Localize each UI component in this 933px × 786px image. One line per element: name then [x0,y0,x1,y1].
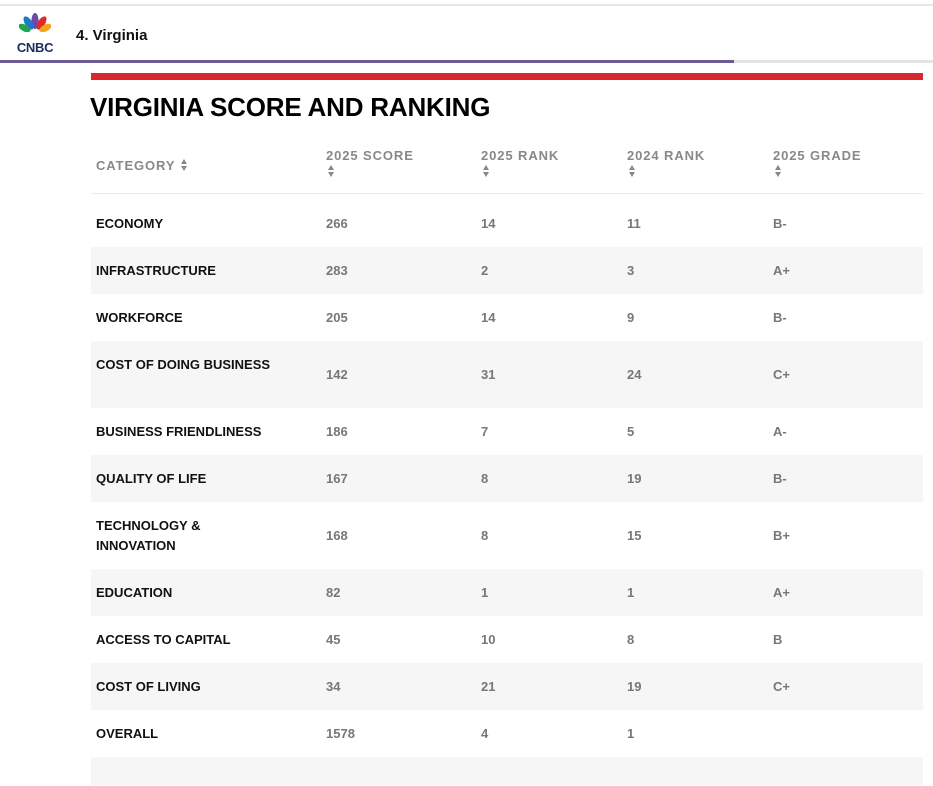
sort-icon[interactable] [775,164,783,178]
category-cell: OVERALL [96,725,159,741]
category-cell: ACCESS TO CAPITAL [96,631,231,647]
reading-progress-fill [0,60,734,63]
table-row [91,663,923,710]
column-header-label: 2024 RANK [627,148,706,163]
sort-icon[interactable] [328,164,336,178]
column-header-2024-rank[interactable] [627,148,705,178]
category-cell: TECHNOLOGY & INNOVATION [96,517,201,553]
score-cell: 186 [326,423,348,439]
table-row [91,569,923,616]
peacock-icon [19,12,51,38]
score-cell: 34 [326,678,341,694]
column-header-2025-grade[interactable] [773,148,861,178]
rank-2024-cell: 1 [627,584,635,600]
table-footer-row [91,757,923,785]
rank-2024-cell: 15 [627,527,642,543]
cnbc-logo[interactable] [12,12,58,56]
grade-cell: C+ [773,678,790,694]
section-title: VIRGINIA SCORE AND RANKING [90,92,491,122]
column-header-label: 2025 GRADE [773,148,862,163]
table-row [91,710,923,757]
rank-2025-cell: 4 [481,725,489,741]
section-accent-bar [91,73,923,80]
grade-cell: A+ [773,584,790,600]
rank-2025-cell: 1 [481,584,489,600]
reading-progress-bar [0,60,933,63]
category-cell: INFRASTRUCTURE [96,262,216,278]
sort-icon[interactable] [483,164,491,178]
rank-2024-cell: 19 [627,470,642,486]
table-row [91,616,923,663]
table-row [91,455,923,502]
rank-2025-cell: 14 [481,309,496,325]
grade-cell: B [773,631,783,647]
category-cell: EDUCATION [96,584,173,600]
table-row [91,294,923,341]
grade-cell: C+ [773,366,790,382]
column-header-label: 2025 RANK [481,148,560,163]
column-header-category[interactable] [96,158,189,173]
logo-wordmark: CNBC [16,40,54,55]
rank-2024-cell: 8 [627,631,635,647]
column-header-2025-score[interactable] [326,148,414,178]
table-row [91,502,923,569]
site-header [0,6,933,62]
category-cell: WORKFORCE [96,309,183,325]
column-header-2025-rank[interactable] [481,148,559,178]
rank-2025-cell: 14 [481,215,496,231]
score-cell: 1578 [326,725,355,741]
score-cell: 167 [326,470,348,486]
rank-2025-cell: 7 [481,423,489,439]
rank-2025-cell: 10 [481,631,496,647]
score-cell: 45 [326,631,341,647]
score-ranking-table [91,136,923,785]
rank-2025-cell: 2 [481,262,489,278]
score-cell: 205 [326,309,348,325]
table-row [91,341,923,408]
rank-2024-cell: 24 [627,366,642,382]
rank-2024-cell: 11 [627,215,641,231]
category-cell: COST OF LIVING [96,678,201,694]
rank-2025-cell: 21 [481,678,496,694]
column-header-label: CATEGORY [96,158,176,173]
rank-2024-cell: 3 [627,262,635,278]
grade-cell: B- [773,470,787,486]
score-cell: 82 [326,584,341,600]
rank-2025-cell: 8 [481,470,489,486]
table-row [91,194,923,247]
category-cell: ECONOMY [96,215,164,231]
article-title: 4. Virginia [76,27,148,44]
score-cell: 168 [326,527,348,543]
table-row [91,408,923,455]
column-header-label: 2025 SCORE [326,148,414,163]
rank-2024-cell: 9 [627,309,635,325]
table-header [91,136,923,194]
score-cell: 283 [326,262,348,278]
category-cell: QUALITY OF LIFE [96,470,207,486]
table-body [91,194,923,757]
category-cell: BUSINESS FRIENDLINESS [96,423,262,439]
rank-2024-cell: 19 [627,678,642,694]
score-cell: 142 [326,366,348,382]
rank-2025-cell: 8 [481,527,489,543]
grade-cell: B- [773,215,787,231]
score-cell: 266 [326,215,348,231]
table-row [91,247,923,294]
rank-2024-cell: 1 [627,725,635,741]
grade-cell: B- [773,309,787,325]
sort-icon[interactable] [629,164,637,178]
grade-cell: B+ [773,527,790,543]
rank-2024-cell: 5 [627,423,635,439]
grade-cell: A+ [773,262,790,278]
category-cell: COST OF DOING BUSINESS [96,356,271,372]
grade-cell: A- [773,423,787,439]
rank-2025-cell: 31 [481,366,496,382]
sort-icon[interactable] [181,158,189,172]
